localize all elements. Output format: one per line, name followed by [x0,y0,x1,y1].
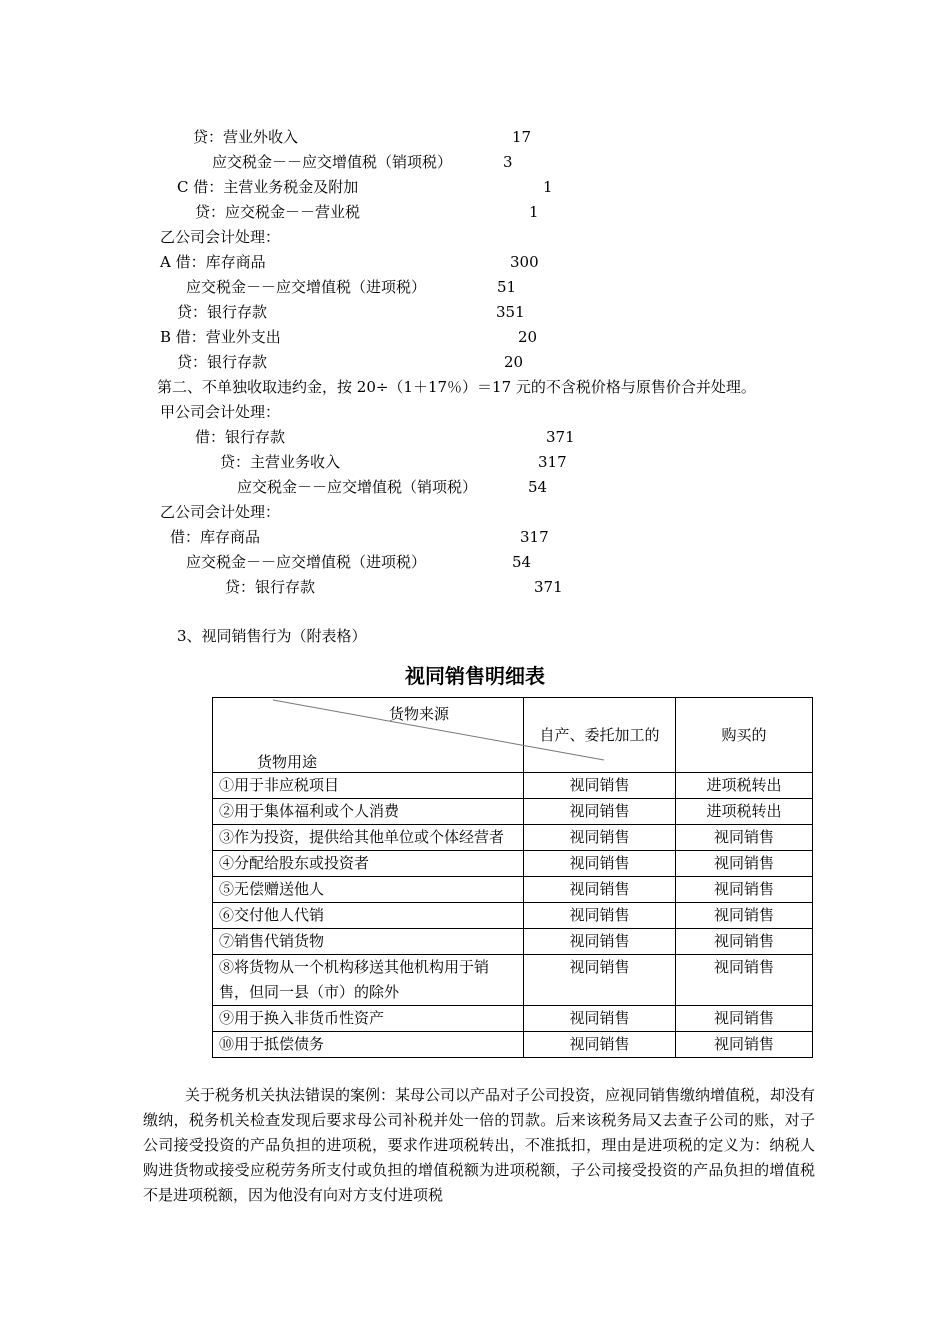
entry-line: 乙公司会计处理： [160,228,281,246]
table-row [213,825,813,851]
row-purchased: 视同销售 [676,877,813,903]
table-row [213,773,813,799]
row-use: ⑦销售代销货物 [213,929,524,955]
table-row [213,1006,813,1032]
entry-line: 借：库存商品 [170,528,261,546]
row-purchased: 视同销售 [676,851,813,877]
table-row [213,851,813,877]
entry-line: 应交税金－－应交增值税（进项税） [186,553,427,571]
row-purchased: 视同销售 [676,825,813,851]
entry-line: A 借：库存商品 [160,253,266,271]
header-self-produced: 自产、委托加工的 [524,698,676,773]
row-use: ⑨用于换入非货币性资产 [213,1006,524,1032]
entry-amount: 54 [528,478,548,496]
row-use: ③作为投资，提供给其他单位或个体经营者 [213,825,524,851]
entry-amount: 317 [520,528,549,546]
row-self-produced: 视同销售 [524,799,676,825]
entry-amount: 1 [529,203,539,221]
header-goods-source: 货物来源 [389,705,450,723]
row-purchased: 进项税转出 [676,773,813,799]
entry-amount: 17 [512,128,532,146]
entry-line: 乙公司会计处理： [160,503,281,521]
row-self-produced: 视同销售 [524,851,676,877]
row-use: ②用于集体福利或个人消费 [213,799,524,825]
row-self-produced: 视同销售 [524,929,676,955]
row-self-produced: 视同销售 [524,773,676,799]
header-goods-use: 货物用途 [257,753,318,771]
section-heading: 3、视同销售行为（附表格） [177,627,367,645]
row-purchased: 视同销售 [676,929,813,955]
row-use: ⑩用于抵偿债务 [213,1032,524,1058]
entry-amount: 1 [543,178,553,196]
entry-amount: 317 [538,453,567,471]
row-self-produced: 视同销售 [524,955,676,1006]
row-purchased: 视同销售 [676,1006,813,1032]
entry-line: 贷：应交税金－－营业税 [195,203,361,221]
header-purchased: 购买的 [676,698,813,773]
row-self-produced: 视同销售 [524,1032,676,1058]
table-row [213,799,813,825]
table-row [213,929,813,955]
entry-amount: 20 [518,328,538,346]
entry-line: 应交税金－－应交增值税（进项税） [186,278,427,296]
row-use: ⑥交付他人代销 [213,903,524,929]
row-purchased: 视同销售 [676,1032,813,1058]
entry-line: 贷：营业外收入 [193,128,299,146]
entry-amount: 54 [512,553,532,571]
entry-amount: 371 [546,428,575,446]
row-purchased: 视同销售 [676,903,813,929]
diagonal-header-cell [213,698,524,773]
row-self-produced: 视同销售 [524,877,676,903]
entry-line: 贷：银行存款 [177,353,268,371]
table-row [213,1032,813,1058]
entry-line: 应交税金－－应交增值税（销项税） [237,478,478,496]
detail-table [212,697,813,1058]
row-use: ④分配给股东或投资者 [213,851,524,877]
row-purchased: 视同销售 [676,955,813,1006]
entry-line: 贷：主营业务收入 [220,453,341,471]
entry-amount: 51 [497,278,517,296]
entry-line: 贷：银行存款 [225,578,316,596]
table-row [213,903,813,929]
entry-amount: 371 [534,578,563,596]
entry-amount: 300 [510,253,539,271]
row-self-produced: 视同销售 [524,903,676,929]
table-header-row [213,698,813,773]
entry-line: C 借：主营业务税金及附加 [177,178,359,196]
entry-amount: 20 [504,353,524,371]
entry-line: 甲公司会计处理： [160,403,281,421]
entry-line: 借：银行存款 [195,428,286,446]
entry-amount: 3 [503,153,513,171]
entry-line: 应交税金－－应交增值税（销项税） [212,153,453,171]
row-use: ⑤无偿赠送他人 [213,877,524,903]
row-self-produced: 视同销售 [524,1006,676,1032]
case-paragraph: 关于税务机关执法错误的案例：某母公司以产品对子公司投资，应视同销售缴纳增值税，却没有缴纳，税务机关检查发现后要求母公司补税并处一倍的罚款。后来该税务局又去查子公司的账，对子公司接受投资的产品负担的进项税，要求作进项税转出，不准抵扣，理由是进项税的定义为：纳税人购进货物或接受应税劳务所支付或负担的增值税额为进项税额，子公司接受投资的产品负担的增值税不是进项税额，因为他没有向对方支付进项税 [143,1086,816,1204]
entry-line: 第二、不单独收取违约金，按 20÷（1＋17％）＝17 元的不含税价格与原售价合并处理。 [157,378,756,396]
entry-line: B 借：营业外支出 [160,328,281,346]
entry-amount: 351 [496,303,525,321]
row-use: ⑧将货物从一个机构移送其他机构用于销售，但同一县（市）的除外 [213,955,524,1006]
table-title: 视同销售明细表 [405,664,545,688]
table-row [213,877,813,903]
table-row [213,955,813,1006]
row-self-produced: 视同销售 [524,825,676,851]
row-use: ①用于非应税项目 [213,773,524,799]
row-purchased: 进项税转出 [676,799,813,825]
entry-line: 贷：银行存款 [177,303,268,321]
